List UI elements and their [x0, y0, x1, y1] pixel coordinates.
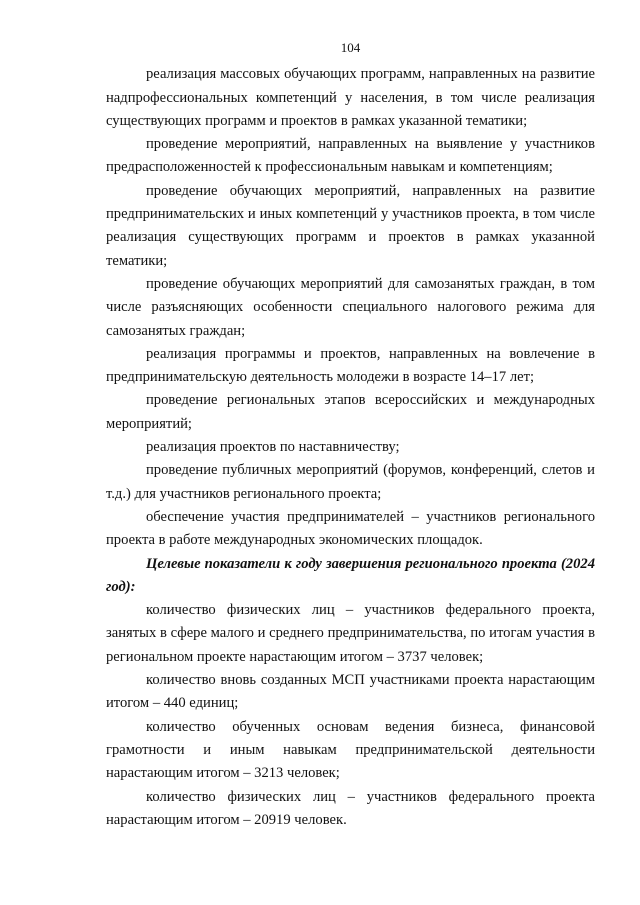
page-number: 104 — [340, 40, 361, 55]
indicator-item: количество физических лиц – участников федерального проекта нарастающим итогом – 20919 человек. — [106, 788, 595, 828]
paragraph: обеспечение участия предпринимателей – участников регионального проекта в работе международных экономических площадок. — [106, 508, 595, 549]
paragraph: проведение региональных этапов всероссийских и международных мероприятий; — [106, 392, 595, 432]
paragraph: проведение обучающих мероприятий для самозанятых граждан, в том числе разъясняющих особенности специального налогового режима для самозанятых граждан; — [106, 275, 595, 339]
indicator-item: количество физических лиц – участников федерального проекта, занятых в сфере малого и среднего предпринимательства, по итогам участия в региональном проекте нарастающим итогом – 3737 человек; — [106, 602, 595, 665]
paragraph: проведение обучающих мероприятий, направленных на развитие предпринимательских и иных компетенций у участников проекта, в том числе реализация существующих программ и проектов в рамках указанной тематики; — [106, 182, 595, 269]
paragraph: реализация программы и проектов, направленных на вовлечение в предпринимательскую деятельность молодежи в возрасте 14–17 лет; — [106, 345, 595, 386]
paragraph: реализация проектов по наставничеству; — [146, 439, 400, 456]
document-page — [106, 36, 595, 832]
paragraph: проведение мероприятий, направленных на выявление у участников предрасположенностей к профессиональным навыкам и компетенциям; — [106, 136, 595, 176]
paragraph: проведение публичных мероприятий (форумов, конференций, слетов и т.д.) для участников регионального проекта; — [106, 462, 595, 502]
indicator-item: количество обученных основам ведения бизнеса, финансовой грамотности и иным навыкам предпринимательской деятельности нарастающим итогом – 3213 человек; — [106, 718, 595, 782]
paragraph: реализация массовых обучающих программ, направленных на развитие надпрофессиональных компетенций у населения, в том числе реализация существующих программ и проектов в рамках указанной тематики; — [106, 66, 595, 129]
indicator-item: количество вновь созданных МСП участниками проекта нарастающим итогом – 440 единиц; — [106, 672, 595, 712]
section-heading: Целевые показатели к году завершения регионального проекта (2024 год): — [106, 555, 595, 595]
